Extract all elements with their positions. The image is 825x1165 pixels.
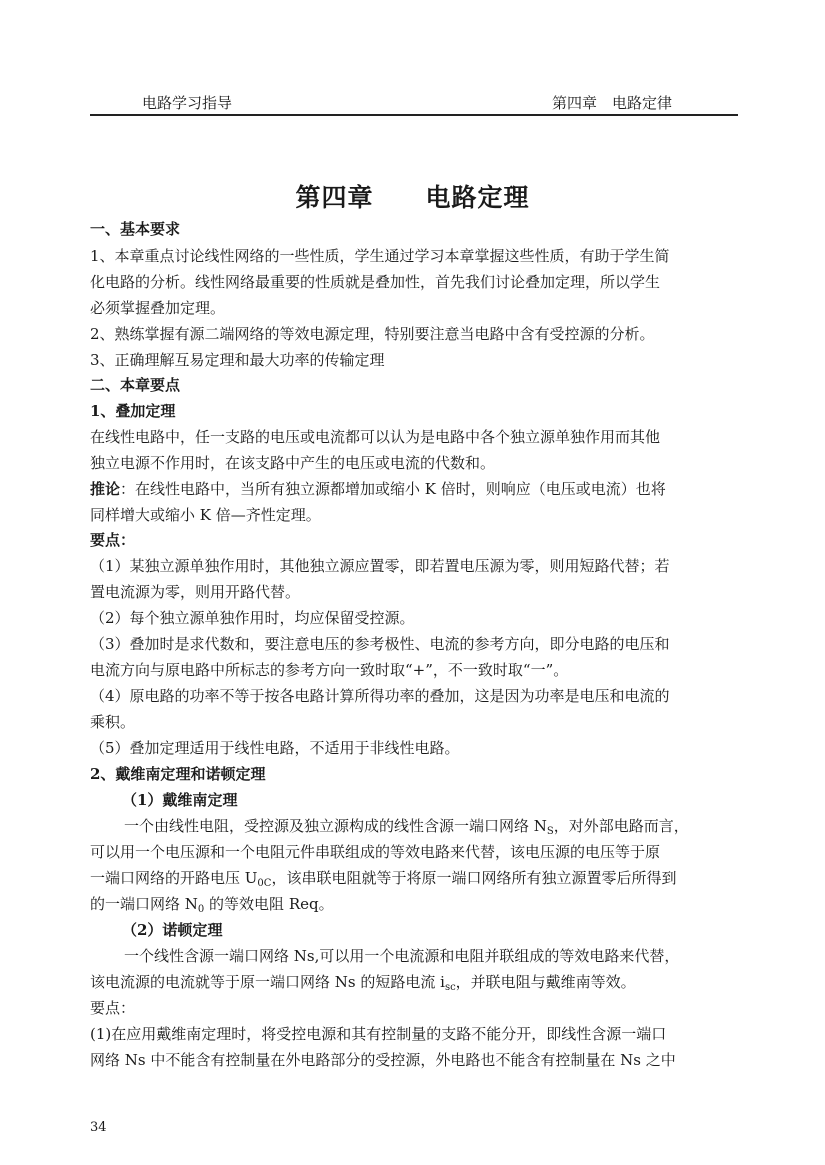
subsection-heading-thevenin-norton: 2、戴维南定理和诺顿定理 [90,765,266,783]
subscript: S [546,826,554,837]
header-rule [90,114,738,116]
paragraph-line: 独立电源不作用时，在该支路中产生的电压或电流的代数和。 [90,454,496,472]
text: 的一端口网络 N [90,895,198,913]
running-header-right: 第四章 电路定律 [552,94,673,112]
text: 的等效电阻 Req。 [204,895,334,913]
point-line: （4）原电路的功率不等于按各电路计算所得功率的叠加，这是因为功率是电压和电流的 [90,687,670,705]
point-line: 网络 Ns 中不能含有控制量在外电路部分的受控源，外电路也不能含有控制量在 Ns 之中 [90,1051,676,1069]
paragraph-line: 同样增大或缩小 K 倍—齐性定理。 [90,506,321,524]
norton-line [90,972,636,998]
point-line: 置电流源为零，则用开路代替。 [90,583,301,601]
points-label: 要点： [90,999,136,1017]
text: 一个由线性电阻，受控源及独立源构成的线性含源一端口网络 N [124,817,547,835]
thevenin-line [124,816,689,842]
text: ，并联电阻与戴维南等效。 [455,973,636,991]
subsection-heading-superposition: 1、叠加定理 [90,402,176,420]
thevenin-line [90,868,676,894]
paragraph-line: 在线性电路中，任一支路的电压或电流都可以认为是电路中各个独立源单独作用而其他 [90,428,661,446]
subscript: sc [444,982,456,993]
running-header-left: 电路学习指导 [142,94,233,112]
point-line: 电流方向与原电路中所标志的参考方向一致时取“+”，不一致时取“一”。 [90,661,569,679]
thevenin-line: 可以用一个电压源和一个电阻元件串联组成的等效电路来代替，该电压源的电压等于原 [90,843,661,861]
point-line: （2）每个独立源单独作用时，均应保留受控源。 [90,609,415,627]
point-line: （5）叠加定理适用于线性电路，不适用于非线性电路。 [90,739,460,757]
text: 该电流源的电流就等于原一端口网络 Ns 的短路电流 i [90,973,445,991]
text: ，对外部电路而言， [553,817,689,835]
paragraph-line: 3、正确理解互易定理和最大功率的传输定理 [90,351,385,369]
point-line: (1)在应用戴维南定理时，将受控电源和其有控制量的支路不能分开，即线性含源一端口 [90,1025,667,1043]
page-number: 34 [90,1120,107,1135]
paragraph-line: 1、本章重点讨论线性网络的一些性质，学生通过学习本章掌握这些性质，有助于学生简 [90,247,670,265]
corollary-label: 推论 [90,480,121,498]
corollary-line [90,479,666,499]
paragraph-line: 化电路的分析。线性网络最重要的性质就是叠加性，首先我们讨论叠加定理，所以学生 [90,273,661,291]
points-label: 要点： [90,531,136,549]
thevenin-line [90,894,334,920]
point-line: 乘积。 [90,713,136,731]
norton-heading: （2）诺顿定理 [122,921,223,939]
chapter-title: 第四章 电路定理 [295,183,530,212]
norton-line: 一个线性含源一端口网络 Ns,可以用一个电流源和电阻并联组成的等效电路来代替， [124,947,680,965]
point-line: （1）某独立源单独作用时，其他独立源应置零，即若置电压源为零，则用短路代替；若 [90,557,670,575]
corollary-text: ：在线性电路中，当所有独立源都增加或缩小 K 倍时，则响应（电压或电流）也将 [120,480,666,498]
text: ，该串联电阻就等于将原一端口网络所有独立源置零后所得到 [271,869,677,887]
paragraph-line: 2、熟练掌握有源二端网络的等效电源定理，特别要注意当电路中含有受控源的分析。 [90,325,655,343]
section-heading-key-points: 二、本章要点 [90,376,181,394]
point-line: （3）叠加时是求代数和，要注意电压的参考极性、电流的参考方向，即分电路的电压和 [90,635,670,653]
section-heading-basic-requirements: 一、基本要求 [90,220,181,238]
text: 一端口网络的开路电压 U [90,869,258,887]
subscript: 0C [257,878,272,889]
thevenin-heading: （1）戴维南定理 [122,791,238,809]
paragraph-line: 必须掌握叠加定理。 [90,299,226,317]
subscript: 0 [197,904,205,915]
